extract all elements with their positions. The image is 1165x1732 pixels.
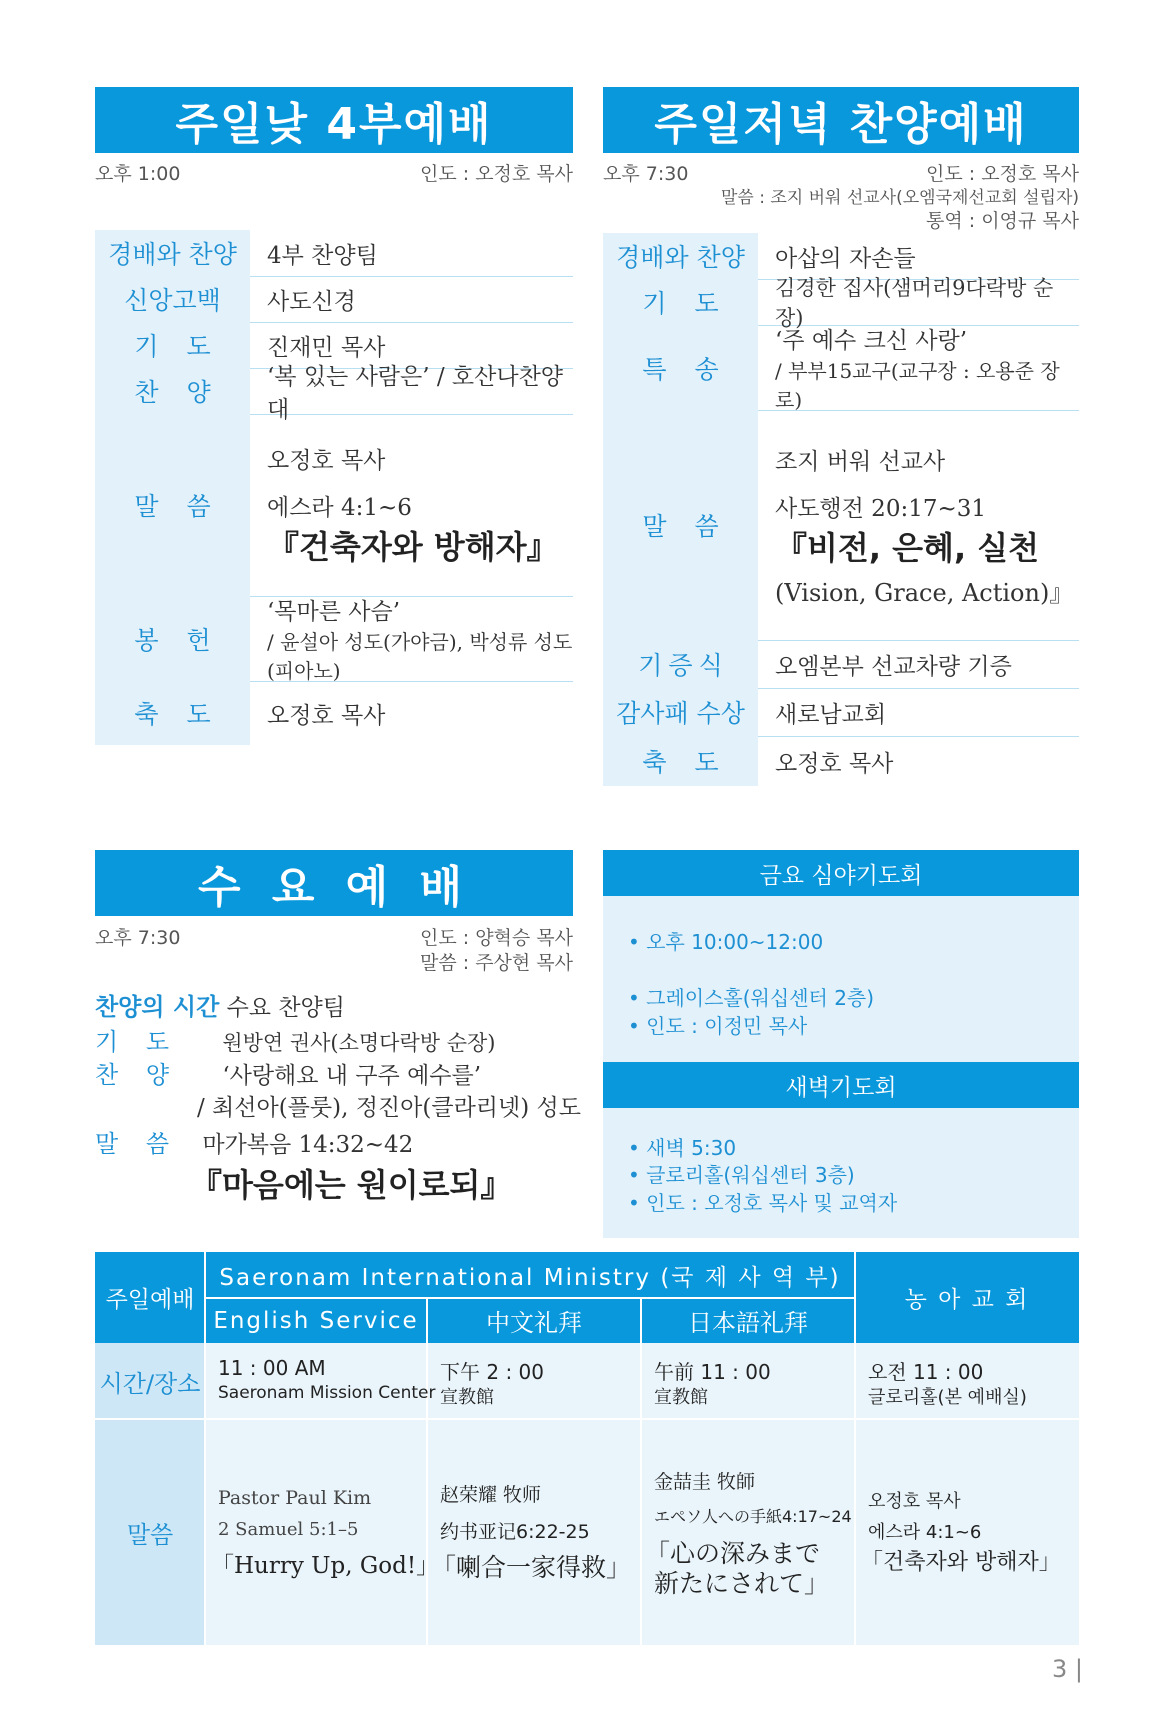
wed-sermon-verse: 마가복음 14:32~42 bbox=[202, 1132, 414, 1158]
chinese-title: 「喇合一家得救」 bbox=[431, 1553, 632, 1582]
japanese-title-2: 新たにされて」 bbox=[654, 1569, 830, 1598]
sunEve-leader: 인도 : 오정호 목사 bbox=[926, 163, 1079, 185]
japanese-header: 日本語礼拜 bbox=[641, 1298, 855, 1343]
divider bbox=[426, 1298, 428, 1645]
wed-speaker: 말씀 : 주상현 목사 bbox=[420, 952, 573, 974]
row-label: 봉헌 bbox=[95, 596, 250, 681]
wed-prayer-label: 기 도 bbox=[95, 1028, 179, 1056]
row-value: 아삽의 자손들 bbox=[775, 245, 916, 272]
row-value: ‘복 있는 사람은’ / 호산나찬양대 bbox=[267, 364, 564, 423]
row-label: 감사패 수상 bbox=[603, 688, 758, 736]
sun4-row-praise bbox=[95, 364, 573, 423]
row-label: 말씀 bbox=[603, 410, 758, 640]
deaf-place: 글로리홀(본 예배실) bbox=[868, 1387, 1027, 1408]
sun4-row-creed bbox=[95, 276, 573, 323]
sun4-row-sermon bbox=[95, 414, 573, 597]
sermon-label: 말씀 bbox=[95, 1419, 205, 1645]
wed-sermon-title: 『마음에는 원이로되』 bbox=[190, 1166, 513, 1204]
row-value: 진재민 목사 bbox=[267, 334, 386, 361]
row-label: 기도 bbox=[603, 279, 758, 325]
row-label: 경배와 찬양 bbox=[95, 230, 250, 276]
row-value: 오정호 목사 bbox=[267, 702, 386, 729]
wed-praise-time-label: 찬양의 시간 bbox=[95, 993, 220, 1021]
row-label: 기도 bbox=[95, 322, 250, 368]
deaf-time: 오전 11 : 00 bbox=[868, 1360, 984, 1384]
wed-prayer-value: 원방연 권사(소명다락방 순장) bbox=[222, 1031, 496, 1055]
japanese-place: 宣教館 bbox=[654, 1387, 708, 1408]
chinese-place: 宣教館 bbox=[440, 1387, 494, 1408]
row-value: ‘목마른 사슴’ / 윤설아 성도(가야금), 박성류 성도(피아노) bbox=[267, 599, 573, 683]
wed-sermon-label: 말 씀 bbox=[95, 1130, 179, 1158]
sunEve-row-prayer bbox=[603, 276, 1079, 330]
sun4-time: 오후 1:00 bbox=[95, 163, 181, 185]
wed-title: 수 요 예 배 bbox=[95, 850, 573, 916]
page-number: 3 | bbox=[1052, 1655, 1083, 1683]
divider bbox=[204, 1252, 206, 1645]
english-place: Saeronam Mission Center bbox=[218, 1383, 436, 1403]
friday-item: • 그레이스홀(워십센터 2층) bbox=[628, 986, 875, 1010]
sunEve-row-award bbox=[603, 688, 1079, 737]
row-value: 오엠본부 선교차량 기증 bbox=[775, 653, 1012, 680]
japanese-verse: エペソ人への手紙4:17~24 bbox=[654, 1507, 852, 1526]
sun4-row-offering bbox=[95, 596, 573, 682]
wed-prayer bbox=[95, 1022, 495, 1057]
row-label: 특송 bbox=[603, 325, 758, 410]
sunEve-row-sermon bbox=[603, 410, 1079, 641]
sim-title: Saeronam International Ministry (국 제 사 역 부) bbox=[205, 1252, 855, 1298]
wed-leader: 인도 : 양혁승 목사 bbox=[420, 927, 573, 949]
friday-title: 금요 심야기도회 bbox=[603, 850, 1079, 896]
row-value: 사도신경 bbox=[267, 288, 356, 315]
friday-item: • 인도 : 이정민 목사 bbox=[628, 1014, 808, 1038]
wed-praise-song: ‘사랑해요 내 구주 예수를’ bbox=[222, 1063, 482, 1089]
dawn-item: • 글로리홀(워십센터 3층) bbox=[628, 1163, 855, 1187]
sunEve-row-donation bbox=[603, 640, 1079, 689]
dawn-item: • 인도 : 오정호 목사 및 교역자 bbox=[628, 1191, 898, 1215]
dawn-title: 새벽기도회 bbox=[603, 1062, 1079, 1108]
sunEve-time: 오후 7:30 bbox=[603, 163, 689, 185]
wed-praise bbox=[95, 1055, 481, 1090]
divider bbox=[205, 1297, 855, 1299]
sunEve-row-special bbox=[603, 325, 1079, 411]
row-value: 조지 버워 선교사 사도행전 20:17~31 『비전, 은혜, 실천 (Vision, Grace, Action)』 bbox=[775, 448, 1074, 607]
wed-praise-time bbox=[95, 987, 345, 1022]
row-label: 축도 bbox=[603, 736, 758, 786]
deaf-verse: 에스라 4:1~6 bbox=[868, 1522, 982, 1543]
chinese-verse: 约书亚记6:22-25 bbox=[440, 1521, 590, 1543]
english-header: English Service bbox=[205, 1298, 427, 1343]
chinese-header: 中文礼拜 bbox=[427, 1298, 641, 1343]
sunEve-schedule bbox=[603, 233, 1079, 786]
sunEve-interpreter: 통역 : 이영규 목사 bbox=[926, 210, 1079, 232]
sunEve-speaker: 말씀 : 조지 버워 선교사(오엠국제선교회 설립자) bbox=[720, 188, 1079, 208]
dawn-item: • 새벽 5:30 bbox=[628, 1136, 737, 1160]
divider bbox=[854, 1252, 856, 1645]
sun4-title: 주일낮 4부예배 bbox=[95, 87, 573, 153]
row-value: 오정호 목사 bbox=[775, 750, 894, 777]
deaf-title: 「건축자와 방해자」 bbox=[861, 1550, 1061, 1575]
english-verse: 2 Samuel 5:1–5 bbox=[218, 1519, 359, 1540]
japanese-title-1: 「心の深みまで bbox=[645, 1539, 821, 1568]
sun4-schedule bbox=[95, 230, 573, 745]
row-label: 기증식 bbox=[603, 640, 758, 688]
divider bbox=[95, 1418, 1079, 1420]
chinese-pastor: 赵荣耀 牧师 bbox=[440, 1484, 542, 1506]
sun4-row-bless bbox=[95, 681, 573, 745]
english-time: 11 : 00 AM bbox=[218, 1356, 326, 1380]
wed-time: 오후 7:30 bbox=[95, 927, 181, 949]
row-value: 4부 찬양팀 bbox=[267, 242, 378, 269]
row-value: ‘주 예수 크신 사랑’ / 부부15교구(교구장 : 오용준 장로) bbox=[775, 328, 1060, 412]
chinese-time: 下午 2 : 00 bbox=[440, 1360, 544, 1384]
row-label: 말씀 bbox=[95, 414, 250, 596]
sunEve-title: 주일저녁 찬양예배 bbox=[603, 87, 1079, 153]
wed-praise-by: / 최선아(플룻), 정진아(클라리넷) 성도 bbox=[197, 1095, 581, 1121]
english-pastor: Pastor Paul Kim bbox=[218, 1487, 372, 1509]
time-place-label: 시간/장소 bbox=[95, 1343, 205, 1419]
wed-sermon bbox=[95, 1124, 413, 1159]
row-label: 찬양 bbox=[95, 368, 250, 414]
deaf-header: 농 아 교 회 bbox=[855, 1252, 1079, 1343]
ministry-table bbox=[95, 1252, 1079, 1645]
japanese-time: 午前 11 : 00 bbox=[654, 1360, 771, 1384]
wed-praise-label: 찬 양 bbox=[95, 1061, 179, 1089]
friday-item: • 오후 10:00~12:00 bbox=[628, 930, 824, 954]
sun4-leader: 인도 : 오정호 목사 bbox=[420, 163, 573, 185]
sun4-row-worship bbox=[95, 230, 573, 277]
deaf-pastor: 오정호 목사 bbox=[868, 1491, 961, 1512]
wed-praise-time-value: 수요 찬양팀 bbox=[226, 995, 345, 1021]
english-title: 「Hurry Up, God!」 bbox=[211, 1553, 440, 1579]
divider bbox=[640, 1298, 642, 1645]
row-label: 경배와 찬양 bbox=[603, 233, 758, 279]
row-value: 오정호 목사 에스라 4:1~6 『건축자와 방해자』 bbox=[267, 448, 559, 566]
row-label: 축도 bbox=[95, 681, 250, 745]
row-value: 김경한 집사(샘머리9다락방 순장) bbox=[775, 276, 1054, 330]
japanese-pastor: 金喆圭 牧師 bbox=[654, 1471, 756, 1493]
row-label: 신앙고백 bbox=[95, 276, 250, 322]
corner-cell: 주일예배 bbox=[95, 1252, 205, 1343]
row-value: 새로남교회 bbox=[775, 701, 887, 728]
sunEve-row-bless bbox=[603, 736, 1079, 786]
